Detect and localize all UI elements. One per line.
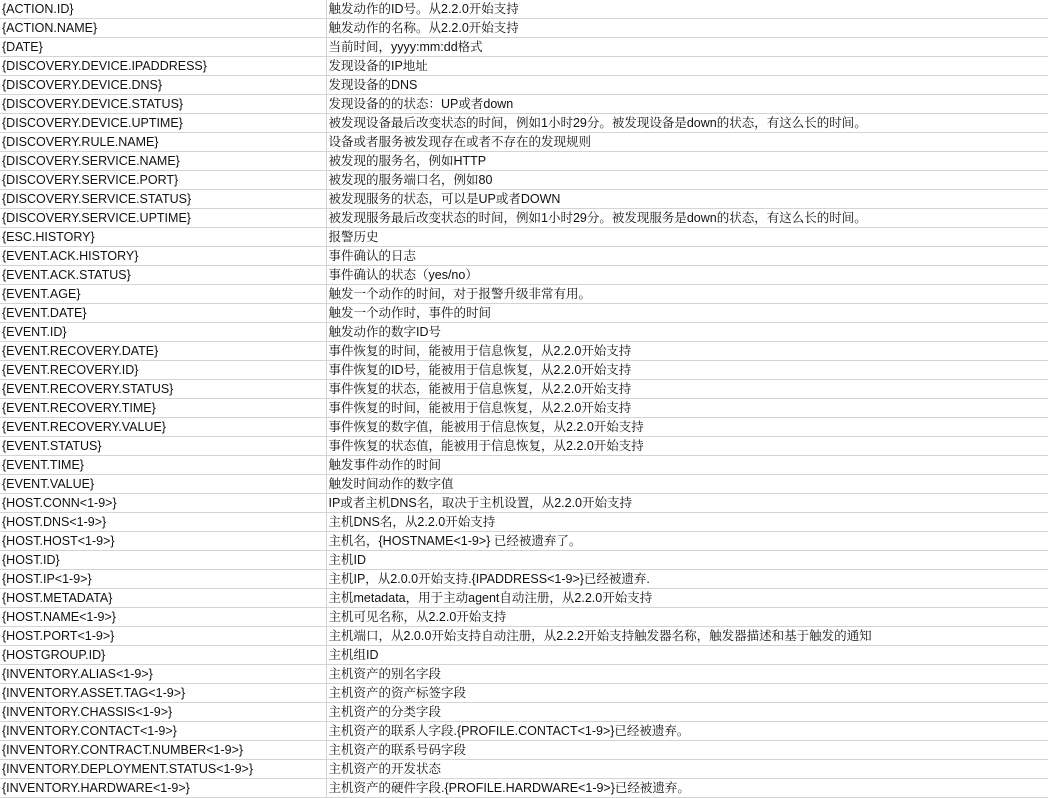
description-cell: 主机资产的开发状态 (326, 760, 1048, 779)
description-cell: 触发一个动作的时间，对于报警升级非常有用。 (326, 285, 1048, 304)
description-cell: 主机资产的别名字段 (326, 665, 1048, 684)
description-cell: 主机资产的联系人字段.{PROFILE.CONTACT<1-9>}已经被遗弃。 (326, 722, 1048, 741)
table-row (0, 475, 1048, 494)
macro-cell: {EVENT.TIME} (0, 456, 326, 475)
macro-cell: {INVENTORY.CONTRACT.NUMBER<1-9>} (0, 741, 326, 760)
description-cell: 事件恢复的ID号，能被用于信息恢复，从2.2.0开始支持 (326, 361, 1048, 380)
table-row (0, 95, 1048, 114)
description-cell: 被发现的服务名，例如HTTP (326, 152, 1048, 171)
table-row (0, 76, 1048, 95)
table-row (0, 608, 1048, 627)
table-row (0, 171, 1048, 190)
macro-cell: {EVENT.STATUS} (0, 437, 326, 456)
macro-cell: {DISCOVERY.SERVICE.UPTIME} (0, 209, 326, 228)
description-cell: 主机资产的分类字段 (326, 703, 1048, 722)
macro-cell: {EVENT.DATE} (0, 304, 326, 323)
macro-cell: {EVENT.ACK.HISTORY} (0, 247, 326, 266)
description-cell: 触发动作的名称。从2.2.0开始支持 (326, 19, 1048, 38)
macro-cell: {EVENT.ACK.STATUS} (0, 266, 326, 285)
macro-cell: {DISCOVERY.DEVICE.IPADDRESS} (0, 57, 326, 76)
description-cell: 发现设备的的状态：UP或者down (326, 95, 1048, 114)
description-cell: 主机DNS名，从2.2.0开始支持 (326, 513, 1048, 532)
macro-cell: {HOST.DNS<1-9>} (0, 513, 326, 532)
macro-cell: {HOST.METADATA} (0, 589, 326, 608)
table-row (0, 380, 1048, 399)
table-row (0, 342, 1048, 361)
table-row (0, 133, 1048, 152)
description-cell: 事件恢复的数字值，能被用于信息恢复，从2.2.0开始支持 (326, 418, 1048, 437)
table-row (0, 532, 1048, 551)
macro-cell: {ACTION.NAME} (0, 19, 326, 38)
macro-cell: {HOST.IP<1-9>} (0, 570, 326, 589)
table-row (0, 722, 1048, 741)
table-row (0, 646, 1048, 665)
macro-cell: {EVENT.RECOVERY.TIME} (0, 399, 326, 418)
description-cell: 被发现设备最后改变状态的时间，例如1小时29分。被发现设备是down的状态，有这么长的时间。 (326, 114, 1048, 133)
macro-cell: {DISCOVERY.DEVICE.DNS} (0, 76, 326, 95)
table-row (0, 304, 1048, 323)
table-row (0, 760, 1048, 779)
table-row (0, 513, 1048, 532)
macro-cell: {HOSTGROUP.ID} (0, 646, 326, 665)
description-cell: 发现设备的DNS (326, 76, 1048, 95)
description-cell: 设备或者服务被发现存在或者不存在的发现规则 (326, 133, 1048, 152)
macro-cell: {ACTION.ID} (0, 0, 326, 19)
macro-cell: {EVENT.AGE} (0, 285, 326, 304)
table-row (0, 741, 1048, 760)
macro-cell: {DISCOVERY.SERVICE.NAME} (0, 152, 326, 171)
table-row (0, 114, 1048, 133)
macro-cell: {DISCOVERY.SERVICE.PORT} (0, 171, 326, 190)
description-cell: 主机资产的资产标签字段 (326, 684, 1048, 703)
description-cell: 报警历史 (326, 228, 1048, 247)
description-cell: 事件确认的日志 (326, 247, 1048, 266)
macro-cell: {INVENTORY.ALIAS<1-9>} (0, 665, 326, 684)
description-cell: 主机ID (326, 551, 1048, 570)
description-cell: 主机名，{HOSTNAME<1-9>} 已经被遗弃了。 (326, 532, 1048, 551)
macro-cell: {DISCOVERY.DEVICE.STATUS} (0, 95, 326, 114)
description-cell: 发现设备的IP地址 (326, 57, 1048, 76)
macro-cell: {EVENT.ID} (0, 323, 326, 342)
description-cell: 触发动作的数字ID号 (326, 323, 1048, 342)
macro-cell: {INVENTORY.ASSET.TAG<1-9>} (0, 684, 326, 703)
table-row (0, 285, 1048, 304)
macro-cell: {HOST.HOST<1-9>} (0, 532, 326, 551)
table-row (0, 57, 1048, 76)
macro-cell: {HOST.PORT<1-9>} (0, 627, 326, 646)
description-cell: IP或者主机DNS名，取决于主机设置，从2.2.0开始支持 (326, 494, 1048, 513)
macro-cell: {EVENT.VALUE} (0, 475, 326, 494)
description-cell: 触发时间动作的数字值 (326, 475, 1048, 494)
description-cell: 触发一个动作时，事件的时间 (326, 304, 1048, 323)
table-row (0, 38, 1048, 57)
description-cell: 被发现服务的状态，可以是UP或者DOWN (326, 190, 1048, 209)
table-row (0, 399, 1048, 418)
description-cell: 被发现的服务端口名，例如80 (326, 171, 1048, 190)
macro-cell: {INVENTORY.DEPLOYMENT.STATUS<1-9>} (0, 760, 326, 779)
table-row (0, 19, 1048, 38)
macro-cell: {EVENT.RECOVERY.STATUS} (0, 380, 326, 399)
macro-cell: {EVENT.RECOVERY.VALUE} (0, 418, 326, 437)
macro-cell: {ESC.HISTORY} (0, 228, 326, 247)
description-cell: 主机metadata，用于主动agent自动注册，从2.2.0开始支持 (326, 589, 1048, 608)
description-cell: 事件恢复的时间，能被用于信息恢复，从2.2.0开始支持 (326, 399, 1048, 418)
table-row (0, 361, 1048, 380)
table-row (0, 665, 1048, 684)
table-row (0, 152, 1048, 171)
description-cell: 主机可见名称，从2.2.0开始支持 (326, 608, 1048, 627)
description-cell: 事件恢复的状态值，能被用于信息恢复，从2.2.0开始支持 (326, 437, 1048, 456)
macro-cell: {INVENTORY.CHASSIS<1-9>} (0, 703, 326, 722)
macro-cell: {HOST.NAME<1-9>} (0, 608, 326, 627)
table-row (0, 437, 1048, 456)
description-cell: 事件恢复的时间，能被用于信息恢复，从2.2.0开始支持 (326, 342, 1048, 361)
table-row (0, 551, 1048, 570)
table-row (0, 684, 1048, 703)
table-row (0, 418, 1048, 437)
table-row (0, 779, 1048, 798)
description-cell: 主机资产的联系号码字段 (326, 741, 1048, 760)
table-row (0, 456, 1048, 475)
table-row (0, 228, 1048, 247)
description-cell: 主机组ID (326, 646, 1048, 665)
table-row (0, 570, 1048, 589)
macro-cell: {INVENTORY.HARDWARE<1-9>} (0, 779, 326, 798)
table-row (0, 0, 1048, 19)
description-cell: 被发现服务最后改变状态的时间，例如1小时29分。被发现服务是down的状态，有这么长的时间。 (326, 209, 1048, 228)
table-row (0, 703, 1048, 722)
description-cell: 事件恢复的状态，能被用于信息恢复，从2.2.0开始支持 (326, 380, 1048, 399)
macro-cell: {HOST.ID} (0, 551, 326, 570)
macro-cell: {HOST.CONN<1-9>} (0, 494, 326, 513)
macro-cell: {DISCOVERY.DEVICE.UPTIME} (0, 114, 326, 133)
macro-cell: {EVENT.RECOVERY.DATE} (0, 342, 326, 361)
table-row (0, 494, 1048, 513)
table-row (0, 190, 1048, 209)
table-row (0, 323, 1048, 342)
description-cell: 事件确认的状态（yes/no） (326, 266, 1048, 285)
macro-cell: {EVENT.RECOVERY.ID} (0, 361, 326, 380)
macro-cell: {DISCOVERY.RULE.NAME} (0, 133, 326, 152)
table-row (0, 589, 1048, 608)
table-row (0, 627, 1048, 646)
description-cell: 主机IP，从2.0.0开始支持.{IPADDRESS<1-9>}已经被遗弃. (326, 570, 1048, 589)
description-cell: 主机资产的硬件字段.{PROFILE.HARDWARE<1-9>}已经被遗弃。 (326, 779, 1048, 798)
description-cell: 触发事件动作的时间 (326, 456, 1048, 475)
macro-cell: {DATE} (0, 38, 326, 57)
macro-cell: {DISCOVERY.SERVICE.STATUS} (0, 190, 326, 209)
table-row (0, 266, 1048, 285)
table-row (0, 209, 1048, 228)
description-cell: 当前时间，yyyy:mm:dd格式 (326, 38, 1048, 57)
macro-cell: {INVENTORY.CONTACT<1-9>} (0, 722, 326, 741)
description-cell: 触发动作的ID号。从2.2.0开始支持 (326, 0, 1048, 19)
description-cell: 主机端口，从2.0.0开始支持自动注册，从2.2.2开始支持触发器名称，触发器描述和基于触发的通知 (326, 627, 1048, 646)
table-row (0, 247, 1048, 266)
